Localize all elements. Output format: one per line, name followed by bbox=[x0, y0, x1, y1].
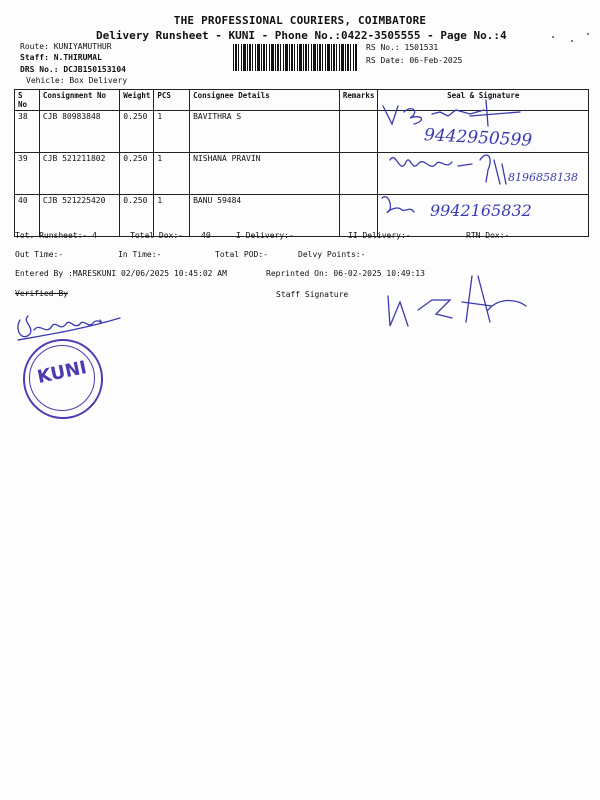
handwritten-phone-row-38: 9442950599 bbox=[423, 125, 533, 151]
pcs-cell: 1 bbox=[154, 153, 190, 195]
kuni-stamp bbox=[23, 339, 103, 419]
pcs-cell: 1 bbox=[154, 195, 190, 237]
weight-cell: 0.250 bbox=[120, 153, 154, 195]
col-header-seal: Seal & Signature bbox=[378, 90, 589, 111]
reprinted-on-text: Reprinted On: 06-02-2025 10:49:13 bbox=[266, 269, 425, 278]
drs-text: DRS No.: DCJB150153104 bbox=[20, 65, 126, 74]
verified-signature-scribble bbox=[18, 316, 120, 340]
out-time-label: Out Time:- bbox=[15, 250, 64, 259]
sno-cell: 39 bbox=[15, 153, 40, 195]
handwritten-phone-row-40: 9942165832 bbox=[430, 201, 532, 220]
route-text: Route: KUNIYAMUTHUR bbox=[20, 42, 112, 51]
consignee-cell: BAVITHRA S bbox=[190, 111, 340, 153]
col-header-pcs: PCS bbox=[154, 90, 190, 111]
weight-cell: 0.250 bbox=[120, 111, 154, 153]
signature-scribble-row-39 bbox=[390, 155, 506, 184]
col-header-remarks: Remarks bbox=[339, 90, 378, 111]
consignment-cell: CJB 521211802 bbox=[39, 153, 119, 195]
rs-no-text: RS No.: 1501531 bbox=[366, 43, 439, 52]
sno-cell: 38 bbox=[15, 111, 40, 153]
rtn-dox-label: RTN Dox:- bbox=[466, 231, 510, 240]
staff-text: Staff: N.THIRUMAL bbox=[20, 53, 102, 62]
consignment-cell: CJB 80983848 bbox=[39, 111, 119, 153]
total-pod-label: Total POD:- bbox=[215, 250, 268, 259]
delvy-points-label: Delvy Points:- bbox=[298, 250, 366, 259]
staff-signature-label: Staff Signature bbox=[276, 290, 349, 299]
signature-scribble-row-40 bbox=[382, 197, 414, 213]
company-title: THE PROFESSIONAL COURIERS, COIMBATORE bbox=[173, 14, 427, 27]
col-header-sno: S No bbox=[15, 90, 40, 111]
pcs-cell: 1 bbox=[154, 111, 190, 153]
total-dox-label: Total Dox:- bbox=[130, 231, 183, 240]
in-time-label: In Time:- bbox=[118, 250, 162, 259]
col-header-consignment: Consignment No bbox=[39, 90, 119, 111]
consignee-cell: BANU 59484 bbox=[190, 195, 340, 237]
consignee-cell: NISHANA PRAVIN bbox=[190, 153, 340, 195]
vehicle-text: Vehicle: Box Delivery bbox=[26, 76, 128, 85]
stamp-text: KUNI bbox=[35, 357, 89, 388]
i-delivery-label: I Delivery:- bbox=[236, 231, 294, 240]
tot-runsheet-label: Tot. Runsheet:- 4 bbox=[15, 231, 97, 240]
col-header-consignee: Consignee Details bbox=[190, 90, 340, 111]
runsheet-subtitle: Delivery Runsheet - KUNI - Phone No.:0422-3505555 - Page No.:4 bbox=[96, 29, 507, 42]
staff-signature-scribble bbox=[388, 276, 526, 326]
verified-by-label: Verified By bbox=[15, 289, 68, 298]
consignment-cell: CJB 521225420 bbox=[39, 195, 119, 237]
corner-marks bbox=[552, 33, 589, 42]
handwritten-phone-row-39: 8196858138 bbox=[508, 171, 578, 184]
signature-scribble-row-38 bbox=[383, 100, 520, 126]
sno-cell: 40 bbox=[15, 195, 40, 237]
total-dox-value: 40 bbox=[201, 231, 211, 240]
col-header-weight: Weight bbox=[120, 90, 154, 111]
rs-date-text: RS Date: 06-Feb-2025 bbox=[366, 56, 463, 65]
ii-delivery-label: II Delivery:- bbox=[348, 231, 411, 240]
weight-cell: 0.250 bbox=[120, 195, 154, 237]
entered-by-text: Entered By :MARESKUNI 02/06/2025 10:45:02 AM bbox=[15, 269, 227, 278]
